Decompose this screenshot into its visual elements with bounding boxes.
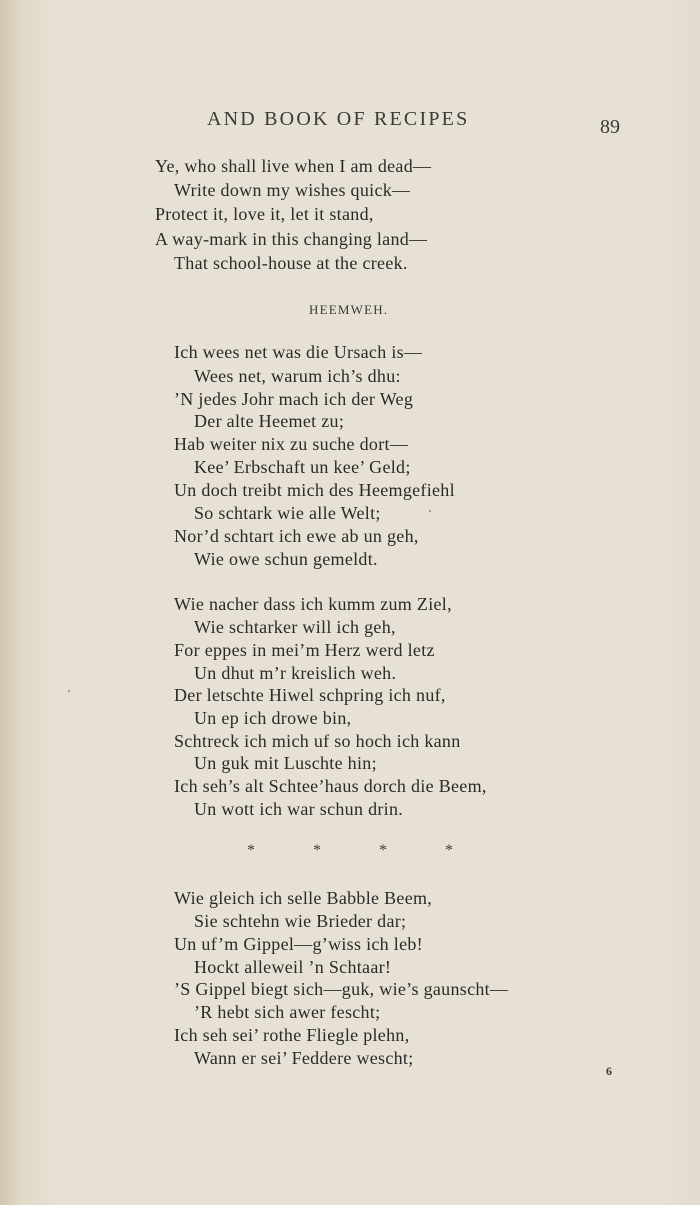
poem-line: ’N jedes Johr mach ich der Weg <box>174 389 414 409</box>
running-head <box>0 108 700 138</box>
paper-speck <box>68 690 70 692</box>
poem-line: That school-house at the creek. <box>174 253 408 273</box>
poem-line: Kee’ Erbschaft un kee’ Geld; <box>194 457 411 477</box>
poem-line: Wie owe schun gemeldt. <box>194 549 378 569</box>
poem-line: So schtark wie alle Welt; <box>194 503 381 523</box>
signature-mark: 6 <box>606 1064 612 1078</box>
asterisk: * <box>313 842 321 859</box>
poem-line: For eppes in mei’m Herz werd letz <box>174 640 435 660</box>
poem-line: Wie schtarker will ich geh, <box>194 617 396 637</box>
poem-line: Nor’d schtart ich ewe ab un geh, <box>174 526 419 546</box>
poem-line: Ich seh sei’ rothe Fliegle plehn, <box>174 1025 410 1045</box>
poem-line: Ye, who shall live when I am dead— <box>155 156 432 176</box>
asterisk: * <box>247 842 255 859</box>
poem-line: Wie gleich ich selle Babble Beem, <box>174 888 433 908</box>
poem-line: Der letschte Hiwel schpring ich nuf, <box>174 685 446 705</box>
poem-line: Ich seh’s alt Schtee’haus dorch die Beem, <box>174 776 487 796</box>
poem-line: Un ep ich drowe bin, <box>194 708 352 728</box>
poem-line: Un guk mit Luschte hin; <box>194 753 377 773</box>
running-title: AND BOOK OF RECIPES <box>207 108 470 130</box>
poem-line: Wees net, warum ich’s dhu: <box>194 366 401 386</box>
poem-line: Un uf’m Gippel—g’wiss ich leb! <box>174 934 423 954</box>
poem-line: Un doch treibt mich des Heemgefiehl <box>174 480 455 500</box>
poem-line: Sie schtehn wie Brieder dar; <box>194 911 407 931</box>
poem-line: Wie nacher dass ich kumm zum Ziel, <box>174 594 452 614</box>
poem-line: Schtreck ich mich uf so hoch ich kann <box>174 731 461 751</box>
poem-line: ’R hebt sich awer fescht; <box>194 1002 381 1022</box>
section-separator <box>0 842 700 862</box>
poem-line: Un wott ich war schun drin. <box>194 799 404 819</box>
asterisk: * <box>445 842 453 859</box>
poem-line: Protect it, love it, let it stand, <box>155 204 374 224</box>
poem-line: Write down my wishes quick— <box>174 180 411 200</box>
poem-line: Hockt alleweil ’n Schtaar! <box>194 957 392 977</box>
page-number: 89 <box>600 116 620 138</box>
poem-line: ’S Gippel biegt sich—guk, wie’s gaunscht— <box>174 979 509 999</box>
poem-line: Un dhut m’r kreislich weh. <box>194 663 397 683</box>
poem-line: Der alte Heemet zu; <box>194 411 345 431</box>
paper-speck <box>429 510 431 512</box>
poem-title: HEEMWEH. <box>309 302 389 317</box>
asterisk: * <box>379 842 387 859</box>
poem-line: Ich wees net was die Ursach is— <box>174 342 423 362</box>
poem-line: A way-mark in this changing land— <box>155 229 428 249</box>
poem-line: Hab weiter nix zu suche dort— <box>174 434 409 454</box>
poem-line: Wann er sei’ Feddere wescht; <box>194 1048 414 1068</box>
